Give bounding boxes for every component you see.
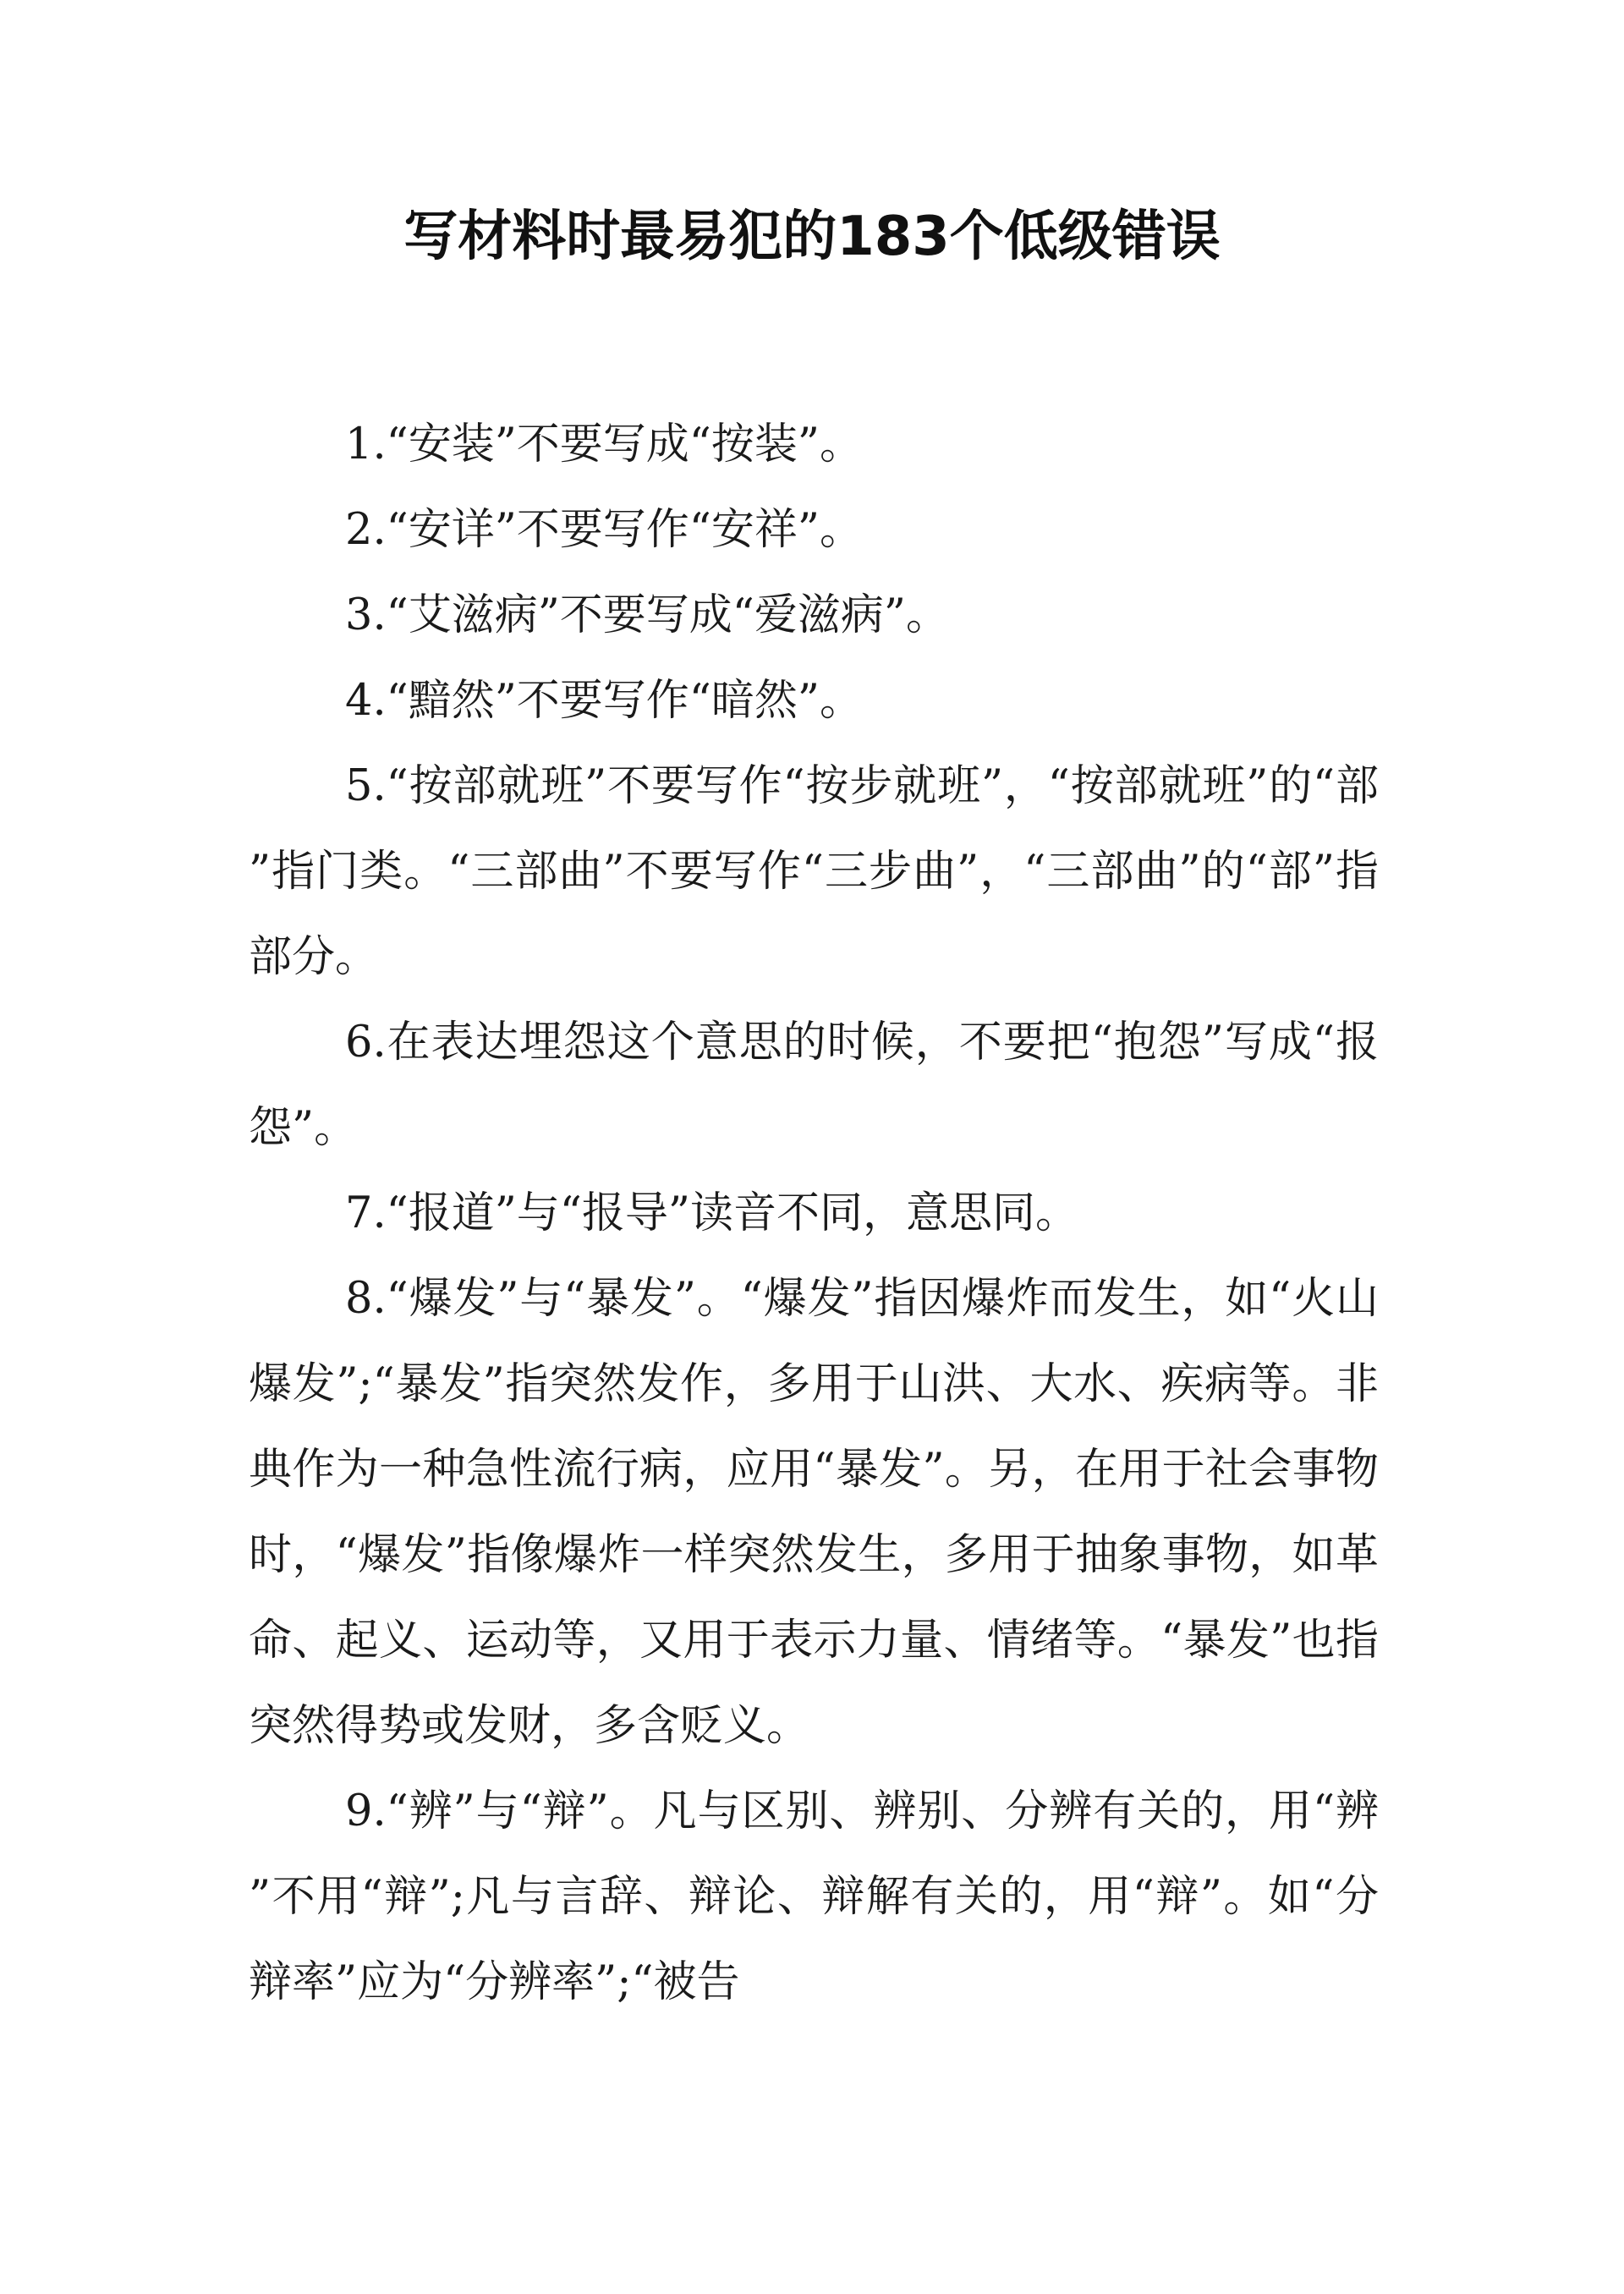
paragraph-5: 5.“按部就班”不要写作“按步就班”，“按部就班”的“部”指门类。“三部曲”不要写作“三步曲”，“三部曲”的“部”指部分。 bbox=[249, 761, 1379, 982]
paragraph-2: 2.“安详”不要写作“安祥”。 bbox=[345, 505, 863, 555]
paragraph-7: 7.“报道”与“报导”读音不同，意思同。 bbox=[345, 1188, 1078, 1238]
document-title: 写材料时最易犯的183个低级错误 bbox=[403, 206, 1221, 268]
paragraph-4: 4.“黯然”不要写作“暗然”。 bbox=[345, 676, 863, 726]
document-body bbox=[249, 402, 1379, 2025]
paragraph-3: 3.“艾滋病”不要写成“爱滋病”。 bbox=[345, 590, 949, 640]
paragraph-6: 6.在表达埋怨这个意思的时候，不要把“抱怨”写成“报怨”。 bbox=[249, 1018, 1379, 1153]
paragraph-9: 9.“辨”与“辩”。凡与区别、辨别、分辨有关的，用“辨”不用“辩”;凡与言辞、辩论、辩解有关的，用“辩”。如“分辩率”应为“分辨率”;“被告 bbox=[249, 1786, 1379, 2007]
paragraph-8: 8.“爆发”与“暴发”。“爆发”指因爆炸而发生，如“火山爆发”;“暴发”指突然发作，多用于山洪、大水、疾病等。非典作为一种急性流行病，应用“暴发”。另，在用于社会事物时，“爆发”指像爆炸一样突然发生，多用于抽象事物，如革命、起义、运动等，又用于表示力量、情绪等。“暴发”也指突然得势或发财，多含贬义。 bbox=[249, 1274, 1379, 1751]
paragraph-1: 1.“安装”不要写成“按装”。 bbox=[345, 420, 863, 469]
